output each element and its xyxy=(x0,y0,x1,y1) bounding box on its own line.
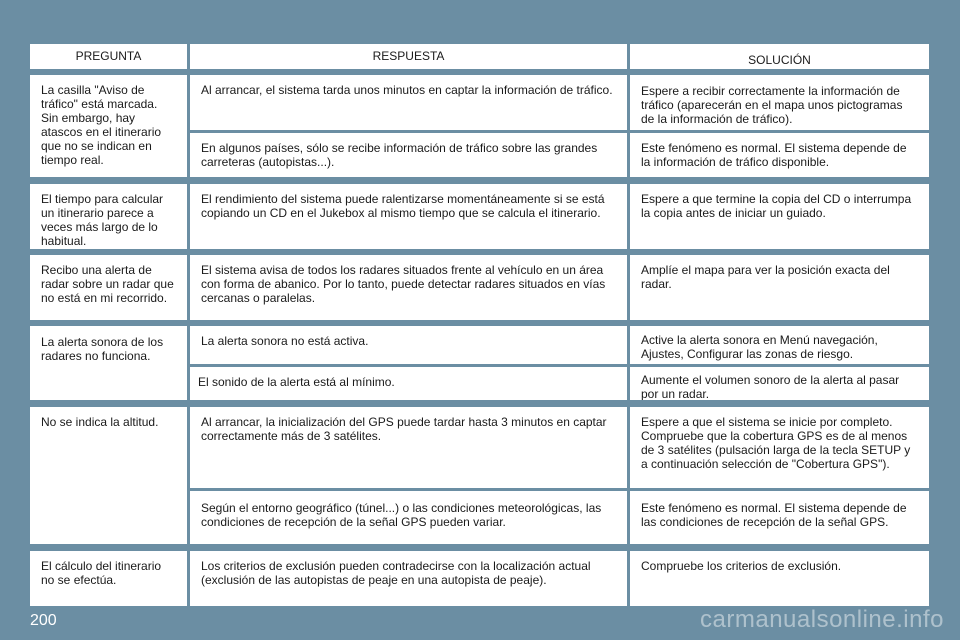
watermark: carmanualsonline.info xyxy=(700,606,944,633)
question-cell: El tiempo para calcular un itinerario parece a veces más largo de lo habitual. xyxy=(30,184,187,249)
answer-cell: El sistema avisa de todos los radares situados frente al vehículo en un área con forma de abanico. Por lo tanto, puede detectar radares situados en vías cercanas o paralelas. xyxy=(190,255,627,320)
answer-cell: Al arrancar, la inicialización del GPS puede tardar hasta 3 minutos en captar correctamente más de 3 satélites. xyxy=(190,407,627,488)
header-solution: SOLUCIÓN xyxy=(630,44,929,69)
question-cell: No se indica la altitud. xyxy=(30,407,187,544)
question-cell: La alerta sonora de los radares no funciona. xyxy=(30,326,187,400)
answer-cell: El sonido de la alerta está al mínimo. xyxy=(190,367,627,400)
question-cell: El cálculo del itinerario no se efectúa. xyxy=(30,551,187,606)
answer-cell: La alerta sonora no está activa. xyxy=(190,326,627,364)
solution-cell: Amplíe el mapa para ver la posición exacta del radar. xyxy=(630,255,929,320)
answer-cell: Al arrancar, el sistema tarda unos minutos en captar la información de tráfico. xyxy=(190,75,627,130)
answer-cell: Según el entorno geográfico (túnel...) o las condiciones meteorológicas, las condiciones de recepción de la señal GPS pueden variar. xyxy=(190,491,627,544)
solution-cell: Espere a que el sistema se inicie por completo. Compruebe que la cobertura GPS es de al menos de 3 satélites (pulsación larga de la tecla SETUP y a continuación selección de "Cobertura GPS"). xyxy=(630,407,929,488)
question-cell: Recibo una alerta de radar sobre un radar que no está en mi recorrido. xyxy=(30,255,187,320)
answer-cell: El rendimiento del sistema puede ralentizarse momentáneamente si se está copiando un CD en el Jukebox al mismo tiempo que se calcula el itinerario. xyxy=(190,184,627,249)
page-number: 200 xyxy=(30,612,57,629)
question-cell: La casilla "Aviso de tráfico" está marcada. Sin embargo, hay atascos en el itinerario que no se indican en tiempo real. xyxy=(30,75,187,177)
answer-cell: Los criterios de exclusión pueden contradecirse con la localización actual (exclusión de las autopistas de peaje en una autopista de peaje). xyxy=(190,551,627,606)
solution-cell: Compruebe los criterios de exclusión. xyxy=(630,551,929,606)
header-question: PREGUNTA xyxy=(30,44,187,69)
solution-cell: Espere a que termine la copia del CD o interrumpa la copia antes de iniciar un guiado. xyxy=(630,184,929,249)
solution-cell: Este fenómeno es normal. El sistema depende de las condiciones de recepción de la señal GPS. xyxy=(630,491,929,544)
solution-cell: Espere a recibir correctamente la información de tráfico (aparecerán en el mapa unos pictogramas de la información de tráfico). xyxy=(630,75,929,130)
header-answer: RESPUESTA xyxy=(190,44,627,69)
solution-cell: Active la alerta sonora en Menú navegación, Ajustes, Configurar las zonas de riesgo. xyxy=(630,326,929,364)
solution-cell: Aumente el volumen sonoro de la alerta al pasar por un radar. xyxy=(630,367,929,400)
solution-cell: Este fenómeno es normal. El sistema depende de la información de tráfico disponible. xyxy=(630,133,929,177)
answer-cell: En algunos países, sólo se recibe información de tráfico sobre las grandes carreteras (autopistas...). xyxy=(190,133,627,177)
